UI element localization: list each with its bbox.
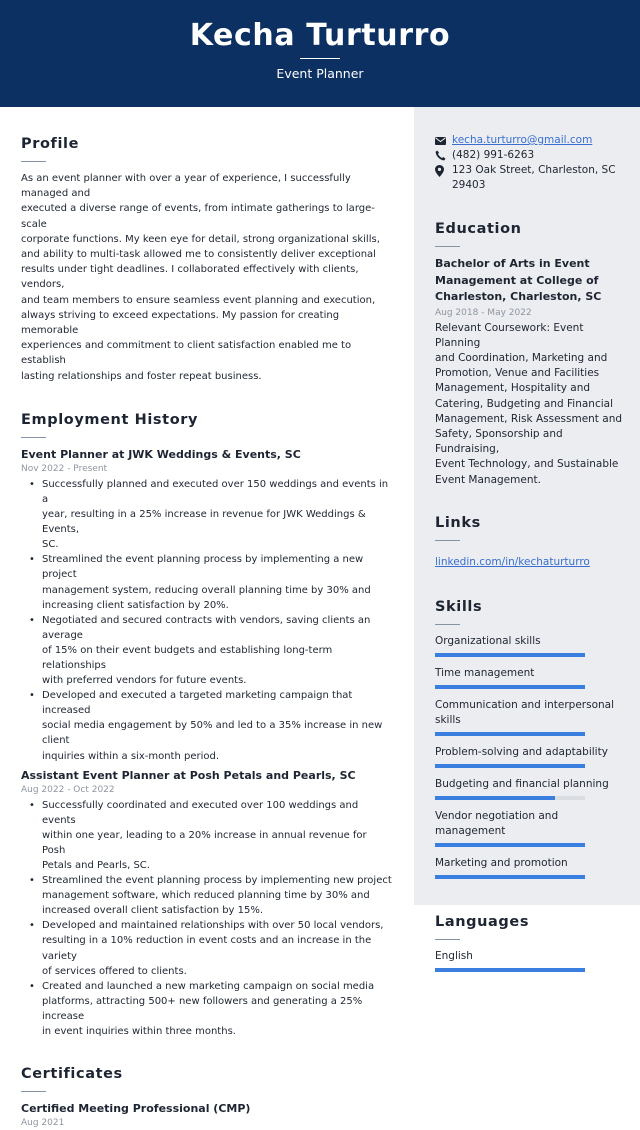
bullet-item: • Successfully coordinated and executed over 100 weddings and events within one year, leading to a 20% increase in annual revenue for Posh Petals and Pearls, SC. bbox=[42, 798, 392, 873]
profile-line: executed a diverse range of events, from intimate gatherings to large-scale bbox=[21, 203, 375, 230]
job-dates: Aug 2022 - Oct 2022 bbox=[21, 784, 115, 795]
header-divider bbox=[300, 58, 340, 59]
skill-item bbox=[435, 634, 624, 657]
bullet-item: • Successfully planned and executed over 150 weddings and events in a year, resulting in a 25% increase in revenue for JWK Weddings & Events, SC. bbox=[42, 477, 392, 552]
bullet-item: • Negotiated and secured contracts with vendors, saving clients an average of 15% on their event budgets and establishing long-term relationships with preferred vendors for future events. bbox=[42, 613, 392, 688]
skill-level-bar bbox=[435, 685, 585, 689]
section-divider bbox=[435, 246, 460, 247]
skill-level-fill bbox=[435, 685, 585, 689]
section-title-skills: Skills bbox=[435, 598, 483, 615]
skill-level-bar bbox=[435, 764, 585, 768]
section-title-employment: Employment History bbox=[21, 411, 199, 428]
links-section bbox=[435, 514, 624, 570]
skill-item bbox=[435, 777, 624, 800]
section-title-education: Education bbox=[435, 221, 522, 237]
section-divider bbox=[21, 1091, 46, 1092]
resume-header bbox=[0, 0, 640, 107]
phone-icon bbox=[435, 148, 452, 163]
skill-level-fill bbox=[435, 732, 585, 736]
profile-line: As an event planner with over a year of experience, I successfully managed and bbox=[21, 173, 351, 200]
email-link[interactable]: kecha.turturro@gmail.com bbox=[452, 134, 593, 146]
profile-line: results under tight deadlines. I collaborated effectively with clients, vendors, bbox=[21, 264, 359, 291]
skill-level-fill bbox=[435, 653, 585, 657]
section-divider bbox=[435, 624, 460, 625]
profile-section bbox=[21, 135, 392, 384]
skills-section bbox=[435, 598, 624, 879]
job-entry bbox=[21, 768, 392, 1040]
languages-section bbox=[435, 913, 624, 972]
section-title-links: Links bbox=[435, 514, 481, 531]
section-divider bbox=[435, 540, 460, 541]
language-item bbox=[435, 949, 624, 972]
job-bullets bbox=[21, 477, 392, 764]
section-divider bbox=[21, 161, 46, 162]
section-title-profile: Profile bbox=[21, 136, 80, 152]
job-dates: Nov 2022 - Present bbox=[21, 463, 108, 474]
language-level-bar bbox=[435, 968, 585, 972]
employment-section bbox=[21, 411, 392, 1039]
skill-level-bar bbox=[435, 796, 585, 800]
sidebar bbox=[414, 107, 640, 962]
phone-number: (482) 991-6263 bbox=[452, 149, 535, 161]
contact-phone-row bbox=[435, 148, 624, 163]
education-dates: Aug 2018 - May 2022 bbox=[435, 307, 532, 318]
skill-name: Budgeting and financial planning bbox=[435, 777, 609, 790]
profile-line: and team members to ensure seamless event planning and execution, bbox=[21, 294, 376, 306]
skill-level-bar bbox=[435, 653, 585, 657]
skill-name: Communication and interpersonal skills bbox=[435, 698, 614, 726]
contact-email-row bbox=[435, 133, 624, 148]
linkedin-link[interactable]: linkedin.com/in/kechaturturro bbox=[435, 555, 590, 568]
skills-list bbox=[435, 634, 624, 879]
skill-item bbox=[435, 745, 624, 768]
profile-line: and ability to multi-task allowed me to consistently deliver exceptional bbox=[21, 249, 376, 261]
skill-level-fill bbox=[435, 764, 585, 768]
section-divider bbox=[435, 939, 460, 940]
contact-address-row bbox=[435, 163, 624, 193]
job-bullets bbox=[21, 798, 392, 1040]
job-entry bbox=[21, 447, 392, 764]
degree-title: Bachelor of Arts in Event Management at College of Charleston, Charleston, SC bbox=[435, 257, 602, 303]
section-title-languages: Languages bbox=[435, 913, 530, 930]
certificate-date: Aug 2021 bbox=[21, 1118, 65, 1129]
skill-name: Time management bbox=[435, 666, 535, 679]
certificates-section bbox=[21, 1065, 392, 1130]
skill-level-fill bbox=[435, 796, 555, 800]
contact-block bbox=[435, 133, 624, 193]
skill-item bbox=[435, 698, 624, 736]
profile-summary bbox=[21, 171, 392, 384]
bullet-item: • Created and launched a new marketing campaign on social media platforms, attracting 500+ new followers and generating a 25% increase in event inquiries within three months. bbox=[42, 979, 392, 1039]
job-title: Event Planner at JWK Weddings & Events, SC bbox=[21, 447, 301, 461]
skill-level-bar bbox=[435, 843, 585, 847]
candidate-title: Event Planner bbox=[276, 66, 364, 81]
candidate-name: Kecha Turturro bbox=[189, 18, 451, 53]
profile-line: always striving to exceed expectations. My passion for creating memorable bbox=[21, 309, 340, 337]
bullet-item: • Streamlined the event planning process by implementing a new project management system, reducing overall planning time by 30% and increasing client satisfaction by 20%. bbox=[42, 552, 392, 612]
envelope-icon bbox=[435, 133, 452, 148]
skill-level-bar bbox=[435, 732, 585, 736]
skill-level-fill bbox=[435, 843, 585, 847]
skill-level-fill bbox=[435, 875, 585, 879]
certificate-title: Certified Meeting Professional (CMP) bbox=[21, 1102, 251, 1116]
profile-line: experiences and commitment to client satisfaction enabled me to establish bbox=[21, 340, 352, 367]
skill-item bbox=[435, 666, 624, 689]
skill-name: Vendor negotiation and management bbox=[435, 809, 559, 837]
skill-name: Organizational skills bbox=[435, 634, 541, 647]
profile-line: lasting relationships and foster repeat business. bbox=[21, 370, 262, 382]
language-name: English bbox=[435, 949, 473, 962]
education-section bbox=[435, 220, 624, 488]
map-pin-icon bbox=[435, 163, 452, 178]
section-title-certificates: Certificates bbox=[21, 1066, 123, 1083]
language-level-fill bbox=[435, 968, 585, 972]
section-divider bbox=[21, 437, 46, 438]
skill-item bbox=[435, 856, 624, 879]
coursework: Relevant Coursework: Event Planning and Coordination, Marketing and Promotion, Venue and Facilities Management, Hospitality and Catering, Budgeting and Financial Management, Risk Assessment and Safety, Sponsorship and Fundraising, Event Technology, and Sustainable Event Management. bbox=[435, 321, 623, 486]
address: 123 Oak Street, Charleston, SC 29403 bbox=[452, 164, 616, 191]
bullet-item: • Developed and maintained relationships with over 50 local vendors, resulting in a 10% reduction in event costs and an increase in the variety of services offered to clients. bbox=[42, 918, 392, 978]
skill-item bbox=[435, 809, 624, 847]
skill-name: Problem-solving and adaptability bbox=[435, 745, 608, 758]
bullet-item: • Streamlined the event planning process by implementing new project management software, which reduced planning time by 30% and increased overall client satisfaction by 15%. bbox=[42, 873, 392, 918]
skill-level-bar bbox=[435, 875, 585, 879]
bullet-item: • Developed and executed a targeted marketing campaign that increased social media engagement by 50% and led to a 35% increase in new client inquiries within a six-month period. bbox=[42, 688, 392, 763]
skill-name: Marketing and promotion bbox=[435, 856, 568, 869]
profile-line: corporate functions. My keen eye for detail, strong organizational skills, bbox=[21, 233, 380, 245]
job-title: Assistant Event Planner at Posh Petals and Pearls, SC bbox=[21, 768, 356, 782]
main-column bbox=[0, 107, 414, 1129]
